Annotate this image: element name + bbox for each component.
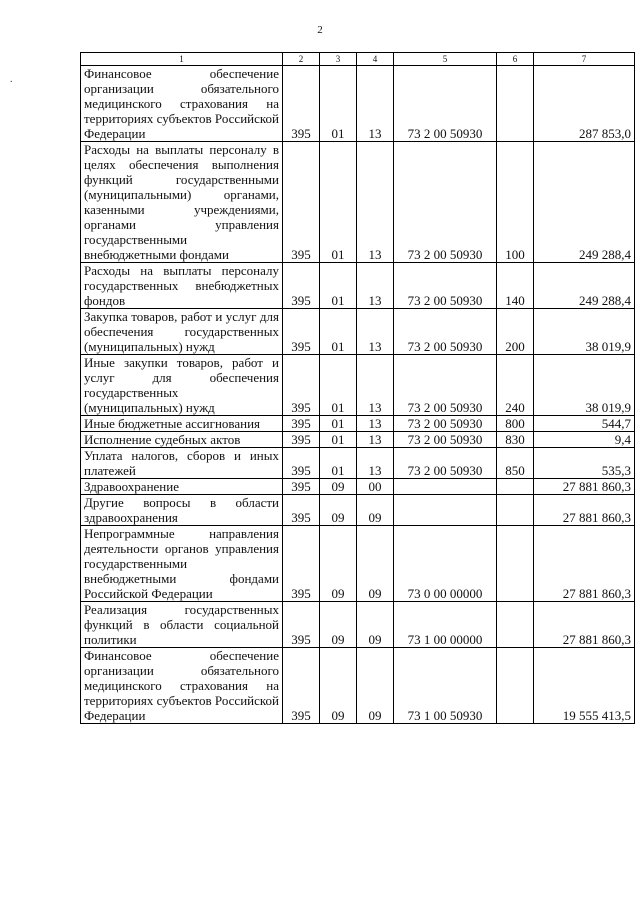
target-article-cell: 73 1 00 50930 <box>394 648 497 724</box>
subsection-code-cell: 09 <box>357 648 394 724</box>
admin-code-cell: 395 <box>283 309 320 355</box>
section-code-cell: 01 <box>320 355 357 416</box>
amount-cell: 287 853,0 <box>534 66 635 142</box>
subsection-code-cell: 13 <box>357 448 394 479</box>
amount-cell: 38 019,9 <box>534 355 635 416</box>
table-row <box>81 648 635 724</box>
expense-type-cell: 830 <box>497 432 534 448</box>
expense-type-cell <box>497 66 534 142</box>
target-article-cell: 73 2 00 50930 <box>394 142 497 263</box>
column-number-row <box>81 53 635 66</box>
admin-code-cell: 395 <box>283 355 320 416</box>
row-name-cell: Иные бюджетные ассигнования <box>81 416 283 432</box>
table-row <box>81 495 635 526</box>
column-number: 7 <box>534 53 635 66</box>
row-name-cell: Уплата налогов, сборов и иных платежей <box>81 448 283 479</box>
subsection-code-cell: 09 <box>357 526 394 602</box>
row-name-cell: Непрограммные направления деятельности органов управления государственными внебюджетными фондами Российской Федерации <box>81 526 283 602</box>
amount-cell: 249 288,4 <box>534 142 635 263</box>
table-row <box>81 602 635 648</box>
table-row <box>81 309 635 355</box>
expense-type-cell <box>497 495 534 526</box>
table-row <box>81 448 635 479</box>
section-code-cell: 01 <box>320 66 357 142</box>
admin-code-cell: 395 <box>283 432 320 448</box>
target-article-cell: 73 1 00 00000 <box>394 602 497 648</box>
expense-type-cell: 800 <box>497 416 534 432</box>
section-code-cell: 01 <box>320 142 357 263</box>
amount-cell: 27 881 860,3 <box>534 495 635 526</box>
admin-code-cell: 395 <box>283 526 320 602</box>
subsection-code-cell: 09 <box>357 602 394 648</box>
section-code-cell: 01 <box>320 309 357 355</box>
target-article-cell: 73 0 00 00000 <box>394 526 497 602</box>
section-code-cell: 01 <box>320 416 357 432</box>
target-article-cell: 73 2 00 50930 <box>394 309 497 355</box>
column-number: 5 <box>394 53 497 66</box>
amount-cell: 27 881 860,3 <box>534 526 635 602</box>
admin-code-cell: 395 <box>283 416 320 432</box>
target-article-cell <box>394 479 497 495</box>
section-code-cell: 09 <box>320 495 357 526</box>
target-article-cell <box>394 495 497 526</box>
section-code-cell: 09 <box>320 479 357 495</box>
admin-code-cell: 395 <box>283 263 320 309</box>
admin-code-cell: 395 <box>283 142 320 263</box>
section-code-cell: 09 <box>320 648 357 724</box>
amount-cell: 535,3 <box>534 448 635 479</box>
admin-code-cell: 395 <box>283 479 320 495</box>
subsection-code-cell: 13 <box>357 66 394 142</box>
column-number: 3 <box>320 53 357 66</box>
admin-code-cell: 395 <box>283 602 320 648</box>
row-name-cell: Исполнение судебных актов <box>81 432 283 448</box>
table-row <box>81 526 635 602</box>
table-row <box>81 355 635 416</box>
row-name-cell: Закупка товаров, работ и услуг для обеспечения государственных (муниципальных) нужд <box>81 309 283 355</box>
row-name-cell: Иные закупки товаров, работ и услуг для обеспечения государственных (муниципальных) нужд <box>81 355 283 416</box>
expense-type-cell: 140 <box>497 263 534 309</box>
amount-cell: 19 555 413,5 <box>534 648 635 724</box>
amount-cell: 27 881 860,3 <box>534 479 635 495</box>
expense-type-cell <box>497 648 534 724</box>
column-number: 2 <box>283 53 320 66</box>
subsection-code-cell: 09 <box>357 495 394 526</box>
column-number: 6 <box>497 53 534 66</box>
subsection-code-cell: 13 <box>357 416 394 432</box>
section-code-cell: 09 <box>320 526 357 602</box>
subsection-code-cell: 13 <box>357 432 394 448</box>
target-article-cell: 73 2 00 50930 <box>394 263 497 309</box>
subsection-code-cell: 00 <box>357 479 394 495</box>
amount-cell: 9,4 <box>534 432 635 448</box>
subsection-code-cell: 13 <box>357 309 394 355</box>
expense-type-cell <box>497 526 534 602</box>
table-row <box>81 416 635 432</box>
row-name-cell: Финансовое обеспечение организации обязательного медицинского страхования на территориях субъектов Российской Федерации <box>81 66 283 142</box>
budget-table <box>80 52 635 724</box>
target-article-cell: 73 2 00 50930 <box>394 416 497 432</box>
amount-cell: 27 881 860,3 <box>534 602 635 648</box>
row-name-cell: Расходы на выплаты персоналу государственных внебюджетных фондов <box>81 263 283 309</box>
subsection-code-cell: 13 <box>357 355 394 416</box>
table-row <box>81 142 635 263</box>
subsection-code-cell: 13 <box>357 142 394 263</box>
expense-type-cell <box>497 602 534 648</box>
table-row <box>81 479 635 495</box>
target-article-cell: 73 2 00 50930 <box>394 432 497 448</box>
admin-code-cell: 395 <box>283 648 320 724</box>
row-name-cell: Другие вопросы в области здравоохранения <box>81 495 283 526</box>
expense-type-cell: 240 <box>497 355 534 416</box>
target-article-cell: 73 2 00 50930 <box>394 66 497 142</box>
amount-cell: 544,7 <box>534 416 635 432</box>
target-article-cell: 73 2 00 50930 <box>394 448 497 479</box>
row-name-cell: Расходы на выплаты персоналу в целях обеспечения выполнения функций государственными (муниципальными) органами, казенными учреждениями, органами управления государственными внебюджетными фондами <box>81 142 283 263</box>
expense-type-cell <box>497 479 534 495</box>
amount-cell: 38 019,9 <box>534 309 635 355</box>
table-row <box>81 263 635 309</box>
row-name-cell: Реализация государственных функций в области социальной политики <box>81 602 283 648</box>
expense-type-cell: 850 <box>497 448 534 479</box>
column-number: 4 <box>357 53 394 66</box>
row-name-cell: Финансовое обеспечение организации обязательного медицинского страхования на территориях субъектов Российской Федерации <box>81 648 283 724</box>
margin-mark: . <box>10 74 13 85</box>
section-code-cell: 01 <box>320 432 357 448</box>
section-code-cell: 01 <box>320 448 357 479</box>
table-row <box>81 432 635 448</box>
row-name-cell: Здравоохранение <box>81 479 283 495</box>
target-article-cell: 73 2 00 50930 <box>394 355 497 416</box>
subsection-code-cell: 13 <box>357 263 394 309</box>
admin-code-cell: 395 <box>283 495 320 526</box>
amount-cell: 249 288,4 <box>534 263 635 309</box>
page-number: 2 <box>317 24 323 36</box>
admin-code-cell: 395 <box>283 66 320 142</box>
expense-type-cell: 100 <box>497 142 534 263</box>
section-code-cell: 09 <box>320 602 357 648</box>
admin-code-cell: 395 <box>283 448 320 479</box>
section-code-cell: 01 <box>320 263 357 309</box>
column-number: 1 <box>81 53 283 66</box>
expense-type-cell: 200 <box>497 309 534 355</box>
table-row <box>81 66 635 142</box>
